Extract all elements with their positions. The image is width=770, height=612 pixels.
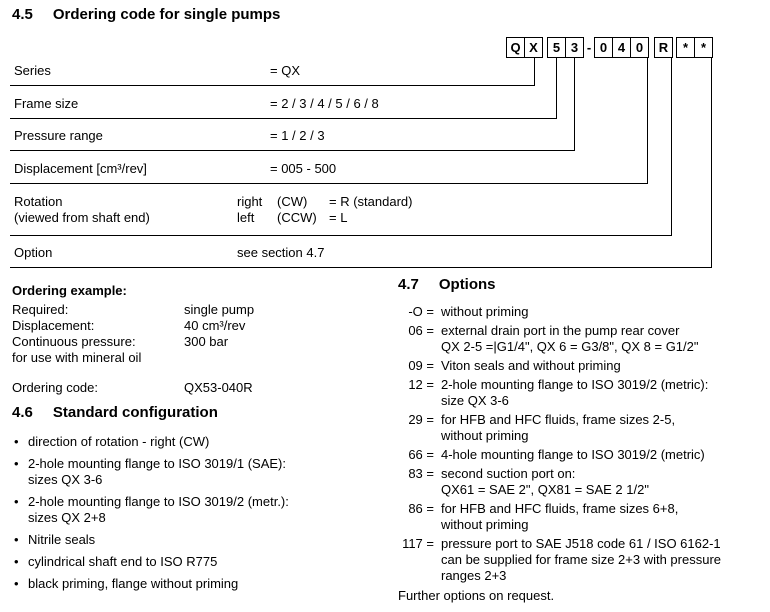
option-value: see section 4.7: [237, 245, 325, 260]
section-45-number: 4.5: [12, 6, 33, 23]
option-text: [441, 377, 766, 409]
option-code: 86 =: [408, 501, 434, 516]
code-box: R: [654, 37, 673, 58]
rotation-connector-line: [671, 57, 672, 236]
option-line: for HFB and HFC fluids, frame sizes 6+8,: [441, 501, 679, 516]
option-line: second suction port on:: [441, 466, 576, 481]
example-row-value: single pump: [184, 302, 255, 317]
pressure-range-connector-line: [574, 57, 575, 151]
rotation-right-paren: (CW): [277, 194, 308, 209]
option-code: 83 =: [408, 466, 434, 481]
example-row-label: Displacement:: [12, 318, 95, 333]
option-code: 117 =: [402, 536, 434, 551]
code-box: X: [524, 37, 543, 58]
option-text: [441, 358, 766, 374]
option-code: 06 =: [408, 323, 434, 338]
option-text: [441, 323, 766, 355]
option-text: [441, 447, 766, 463]
displacement-label: Displacement [cm³/rev]: [14, 161, 147, 176]
option-row: [398, 536, 766, 584]
pressure-range-value: = 1 / 2 / 3: [270, 128, 325, 143]
rotation-right-word: right: [237, 194, 263, 209]
example-row-value: 40 cm³/rev: [184, 318, 246, 333]
option-row: [398, 377, 766, 409]
frame-size-label: Frame size: [14, 96, 79, 111]
section-45-title: Ordering code for single pumps: [52, 6, 281, 23]
section-47-number: 4.7: [398, 276, 419, 293]
option-line: pressure port to SAE J518 code 61 / ISO 6162-1: [441, 536, 721, 551]
option-line: without priming: [441, 428, 529, 443]
option-line: 4-hole mounting flange to ISO 3019/2 (metric): [441, 447, 705, 462]
option-line: without priming: [441, 304, 529, 319]
rotation-left-word: left: [237, 210, 255, 225]
option-row: [398, 447, 766, 463]
displacement-value: = 005 - 500: [270, 161, 337, 176]
option-text: [441, 501, 766, 533]
option-line: ranges 2+3: [441, 568, 507, 583]
option-text: [441, 412, 766, 444]
option-line: external drain port in the pump rear cover: [441, 323, 680, 338]
option-row: [398, 323, 766, 355]
rotation-connector-line: [10, 235, 672, 236]
code-box: Q: [506, 37, 525, 58]
list-item-line: • cylindrical shaft end to ISO R775: [28, 554, 218, 569]
options-footer: Further options on request.: [398, 588, 555, 603]
rotation-sublabel: (viewed from shaft end): [14, 210, 150, 225]
example-row-label: Required:: [12, 302, 69, 317]
example-row-label: for use with mineral oil: [12, 350, 142, 365]
option-row: [398, 466, 766, 498]
section-47-heading: [398, 276, 766, 294]
frame-size-value: = 2 / 3 / 4 / 5 / 6 / 8: [270, 96, 379, 111]
option-text: [441, 304, 766, 320]
list-item-line: sizes QX 2+8: [28, 510, 106, 525]
option-text: [441, 536, 766, 584]
code-box: 5: [547, 37, 566, 58]
option-line: can be supplied for frame size 2+3 with pressure: [441, 552, 722, 567]
option-connector-line: [711, 57, 712, 268]
ordering-code-label: Ordering code:: [12, 380, 98, 395]
ordering-example-rows: [12, 302, 384, 366]
section-47: [398, 276, 766, 604]
example-row-label: Continuous pressure:: [12, 334, 136, 349]
series-value: = QX: [270, 63, 300, 78]
option-line: QX 2-5 =|G1/4", QX 6 = G3/8", QX 8 = G1/2": [441, 339, 699, 354]
displacement-connector-line: [10, 183, 648, 184]
section-47-title: Options: [438, 276, 496, 293]
rotation-values: [237, 194, 412, 226]
list-item: [12, 576, 392, 592]
option-row: [398, 304, 766, 320]
option-line: for HFB and HFC fluids, frame sizes 2-5,: [441, 412, 676, 427]
code-box: 0: [630, 37, 649, 58]
rotation-left-paren: (CCW): [277, 210, 317, 225]
code-box: 0: [594, 37, 613, 58]
pressure-range-connector-line: [10, 150, 575, 151]
list-item-line: • black priming, flange without priming: [28, 576, 239, 591]
ordering-code-value: QX53-040R: [184, 380, 253, 395]
frame-size-connector-line: [556, 57, 557, 119]
code-box: 3: [565, 37, 584, 58]
ordering-code-boxes: [506, 37, 713, 58]
code-box: *: [676, 37, 695, 58]
series-connector-line: [534, 57, 535, 86]
list-item: [12, 494, 392, 526]
option-code: 66 =: [408, 447, 434, 462]
standard-configuration-list: [12, 434, 392, 592]
list-item: [12, 456, 392, 488]
option-line: size QX 3-6: [441, 393, 509, 408]
option-connector-line: [10, 267, 712, 268]
ordering-example: [12, 283, 384, 396]
list-item-line: sizes QX 3-6: [28, 472, 103, 487]
example-row-value: [184, 350, 384, 366]
list-item: [12, 434, 392, 450]
option-label: Option: [14, 245, 53, 260]
option-code: 29 =: [408, 412, 434, 427]
option-code: -O =: [408, 304, 434, 319]
rotation-right-eq: = R (standard): [329, 194, 413, 209]
pressure-range-label: Pressure range: [14, 128, 103, 143]
section-46-title: Standard configuration: [52, 404, 218, 421]
series-label: Series: [14, 63, 51, 78]
list-item: [12, 554, 392, 570]
code-dash: -: [586, 40, 592, 55]
ordering-code-row: [12, 380, 384, 396]
option-code: 09 =: [408, 358, 434, 373]
list-item: [12, 532, 392, 548]
frame-size-connector-line: [10, 118, 557, 119]
section-45-heading: [12, 6, 280, 24]
list-item-line: • 2-hole mounting flange to ISO 3019/1 (SAE):: [28, 456, 286, 471]
option-text: [441, 466, 766, 498]
list-item-line: • Nitrile seals: [28, 532, 96, 547]
code-box: 4: [612, 37, 631, 58]
list-item-line: • 2-hole mounting flange to ISO 3019/2 (metr.):: [28, 494, 289, 509]
code-box: *: [694, 37, 713, 58]
rotation-label: Rotation: [14, 194, 63, 209]
option-line: without priming: [441, 517, 529, 532]
option-line: QX61 = SAE 2", QX81 = SAE 2 1/2": [441, 482, 649, 497]
displacement-connector-line: [647, 57, 648, 184]
option-row: [398, 501, 766, 533]
option-line: 2-hole mounting flange to ISO 3019/2 (metric):: [441, 377, 709, 392]
option-row: [398, 412, 766, 444]
list-item-line: • direction of rotation - right (CW): [28, 434, 210, 449]
ordering-example-title: Ordering example:: [12, 283, 127, 298]
example-row-value: 300 bar: [184, 334, 229, 349]
options-list: [398, 304, 766, 584]
section-46-heading: [12, 404, 392, 422]
option-row: [398, 358, 766, 374]
section-46-number: 4.6: [12, 404, 33, 421]
option-line: Viton seals and without priming: [441, 358, 621, 373]
section-46: [12, 404, 392, 598]
option-code: 12 =: [408, 377, 434, 392]
rotation-left-eq: = L: [329, 210, 348, 225]
series-connector-line: [10, 85, 535, 86]
